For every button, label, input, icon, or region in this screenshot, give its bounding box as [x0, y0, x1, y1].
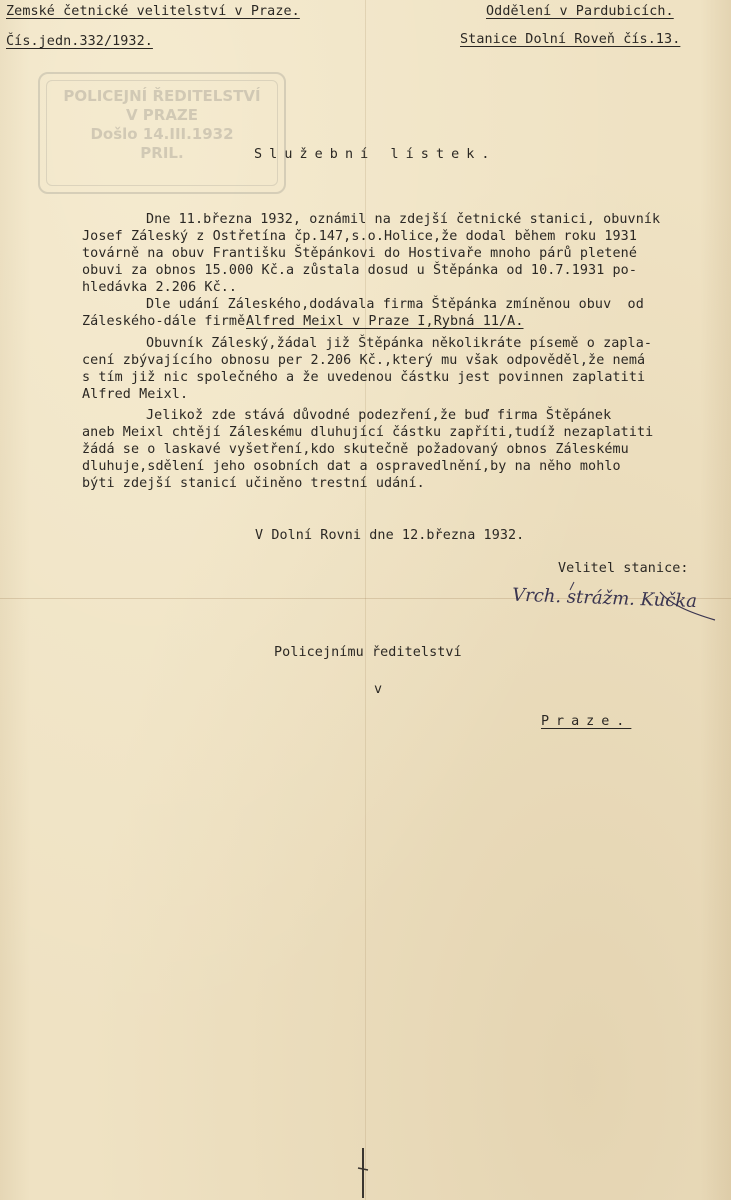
- ink-mark: [355, 1148, 371, 1198]
- header-department: Oddělení v Pardubicích.: [486, 4, 674, 19]
- recipient-line-3: Praze.: [541, 714, 632, 729]
- body-line: cení zbývajícího obnosu per 2.206 Kč.,který mu však odpověděl,že nemá: [82, 353, 646, 368]
- body-line: Záleského-dále firmě: [82, 314, 254, 329]
- recipient-line-1: Policejnímu ředitelství: [274, 645, 462, 660]
- stamp-line-3: Došlo 14.III.1932: [90, 125, 234, 143]
- stamp-line-1: POLICEJNÍ ŘEDITELSTVÍ: [63, 87, 261, 105]
- signature-text: Vrch. strážm. Kučka: [511, 584, 698, 613]
- body-line: s tím již nic společného a že uvedenou částku jest povinnen zaplatiti: [82, 370, 646, 385]
- body-line-address: Alfred Meixl v Praze I,Rybná 11/A.: [246, 314, 524, 329]
- received-stamp: [38, 72, 286, 194]
- body-line: Jelikož zde stává důvodné podezření,že buď firma Štěpánek: [146, 408, 612, 423]
- body-line: hledávka 2.206 Kč..: [82, 280, 238, 295]
- paper-fold-vertical: [365, 0, 366, 1200]
- recipient-line-2: v: [374, 682, 383, 697]
- body-line: Alfred Meixl.: [82, 387, 189, 402]
- stamp-line-4: PRIL.: [140, 144, 184, 162]
- document-title: Služební lístek.: [254, 147, 497, 162]
- body-line: Dle udání Záleského,dodávala firma Štěpánka zmíněnou obuv od: [146, 297, 644, 312]
- header-reference: Čís.jedn.332/1932.: [6, 34, 153, 49]
- signature-label: Velitel stanice:: [558, 561, 689, 576]
- body-line: továrně na obuv Františku Štěpánkovi do Hostivaře mnoho párů pletené: [82, 246, 638, 261]
- body-line: Obuvník Záleský,žádal již Štěpánka několikráte písemě o zapla-: [146, 336, 653, 351]
- body-line: aneb Meixl chtějí Záleskému dluhující částku zapříti,tudíž nezaplatiti: [82, 425, 654, 440]
- body-line: dluhuje,sdělení jeho osobních dat a ospravedlnění,by na něho mohlo: [82, 459, 621, 474]
- body-line: Dne 11.března 1932, oznámil na zdejší četnické stanici, obuvník: [146, 212, 661, 227]
- body-line: Josef Záleský z Ostřetína čp.147,s.o.Holice,že dodal během roku 1931: [82, 229, 638, 244]
- place-date: V Dolní Rovni dne 12.března 1932.: [255, 528, 525, 543]
- handwritten-signature: [510, 576, 730, 628]
- body-line: obuvi za obnos 15.000 Kč.a zůstala dosud u Štěpánka od 10.7.1931 po-: [82, 263, 638, 278]
- header-authority: Zemské četnické velitelství v Praze.: [6, 4, 300, 19]
- body-line: býti zdejší stanicí učiněno trestní udání.: [82, 476, 425, 491]
- stamp-line-2: V PRAZE: [125, 106, 199, 124]
- body-line: žádá se o laskavé vyšetření,kdo skutečně požadovaný obnos Záleskému: [82, 442, 629, 457]
- header-station: Stanice Dolní Roveň čís.13.: [460, 32, 681, 47]
